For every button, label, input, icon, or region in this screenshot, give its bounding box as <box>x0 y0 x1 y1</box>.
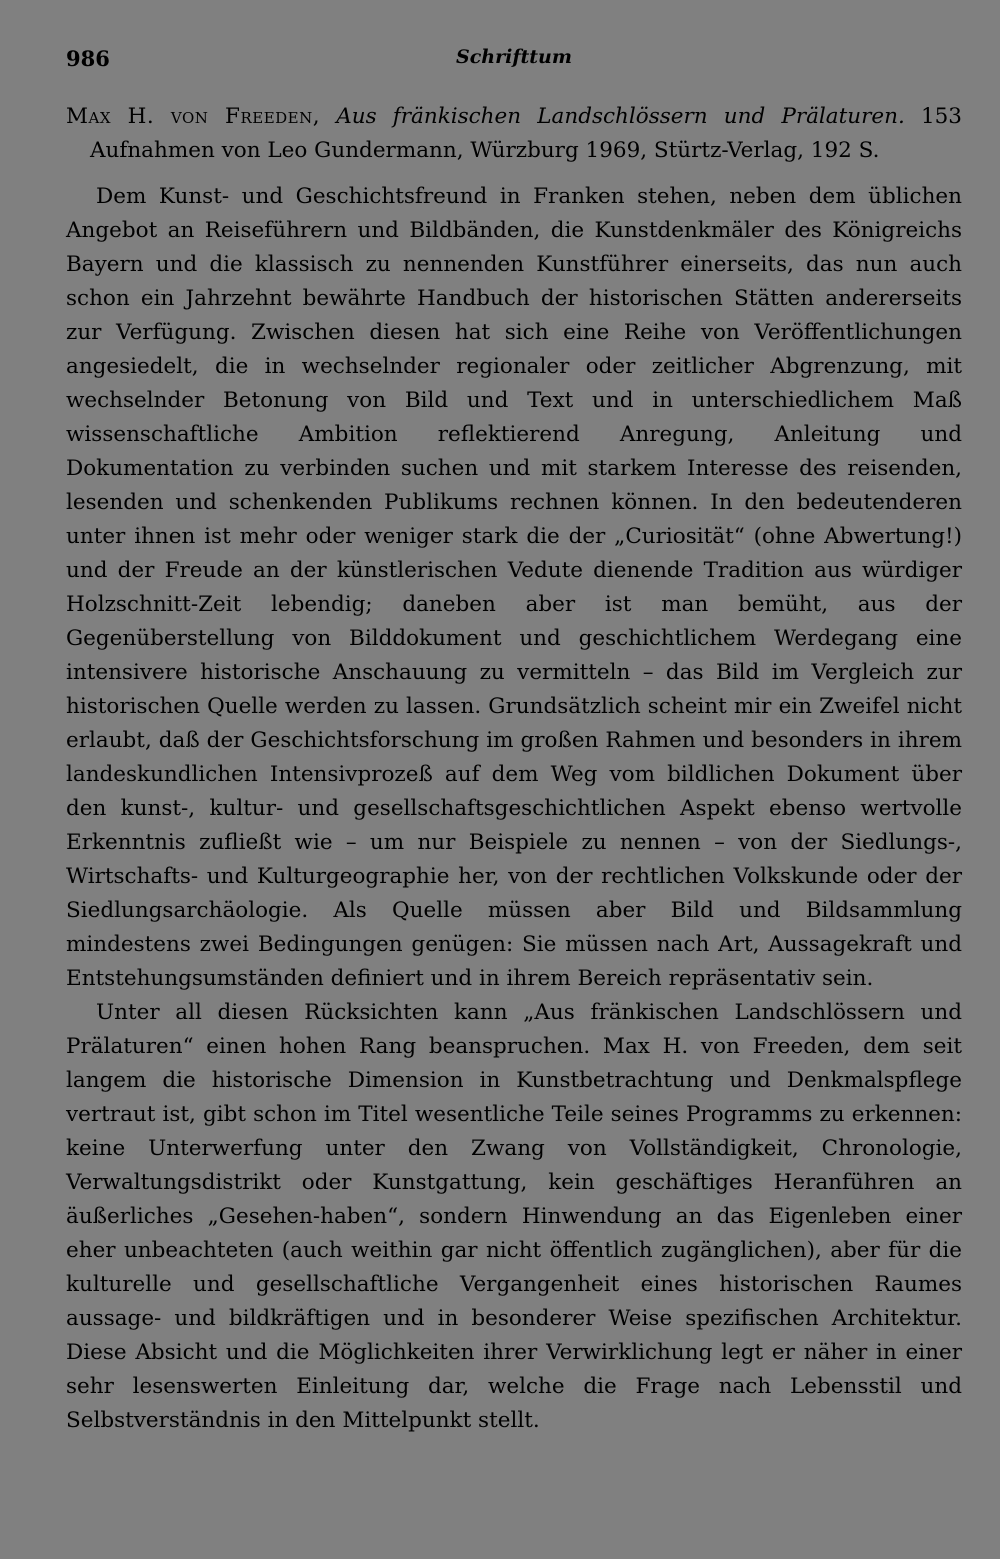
citation-title: Aus fränkischen Landschlössern und Prälaturen. <box>336 104 905 129</box>
paragraph: Dem Kunst- und Geschichtsfreund in Franken stehen, neben dem üblichen Angebot an Reiseführern und Bildbänden, die Kunstdenkmäler des Königreichs Bayern und die klassisch zu nennenden Kunstführer einerseits, das nun auch schon ein Jahrzehnt bewährte Handbuch der historischen Stätten andererseits zur Verfügung. Zwischen diesen hat sich eine Reihe von Veröffentlichungen angesiedelt, die in wechselnder regionaler oder zeitlicher Abgrenzung, mit wechselnder Betonung von Bild und Text und in unterschiedlichem Maß wissenschaftliche Ambition reflektierend Anregung, Anleitung und Dokumentation zu verbinden suchen und mit starkem Interesse des reisenden, lesenden und schenkenden Publikums rechnen können. In den bedeutenderen unter ihnen ist mehr oder weniger stark die der „Curiosität“ (ohne Abwertung!) und der Freude an der künstlerischen Vedute dienende Tradition aus würdiger Holzschnitt-Zeit lebendig; daneben aber ist man bemüht, aus der Gegenüberstellung von Bilddokument und geschichtlichem Werdegang eine intensivere historische Anschauung zu vermitteln – das Bild im Vergleich zur historischen Quelle werden zu lassen. Grundsätzlich scheint mir ein Zweifel nicht erlaubt, daß der Geschichtsforschung im großen Rahmen und besonders in ihrem landeskundlichen Intensivprozeß auf dem Weg vom bildlichen Dokument über den kunst-, kultur- und gesellschaftsgeschichtlichen Aspekt ebenso wertvolle Erkenntnis zufließt wie – um nur Beispiele zu nennen – von der Siedlungs-, Wirtschafts- und Kulturgeographie her, von der rechtlichen Volkskunde oder der Siedlungsarchäologie. Als Quelle müssen aber Bild und Bildsammlung mindestens zwei Bedingungen genügen: Sie müssen nach Art, Aussagekraft und Entstehungsumständen definiert und in ihrem Bereich repräsentativ sein. <box>66 184 962 991</box>
running-title: Schrifttum <box>456 46 572 68</box>
bibliographic-citation <box>66 100 962 168</box>
paragraph: Unter all diesen Rücksichten kann „Aus fränkischen Landschlössern und Prälaturen“ einen hohen Rang beanspruchen. Max H. von Freeden, dem seit langem die historische Dimension in Kunstbetrachtung und Denkmalspflege vertraut ist, gibt schon im Titel wesentliche Teile seines Programms zu erkennen: keine Unterwerfung unter den Zwang von Vollständigkeit, Chronologie, Verwaltungsdistrikt oder Kunstgattung, kein geschäftiges Heranführen an äußerliches „Gesehen-haben“, sondern Hinwendung an das Eigenleben einer eher unbeachteten (auch weithin gar nicht öffentlich zugänglichen), aber für die kulturelle und gesellschaftliche Vergangenheit eines historischen Raumes aussage- und bildkräftigen und in besonderer Weise spezifischen Architektur. Diese Absicht und die Möglichkeiten ihrer Verwirklichung legt er näher in einer sehr lesenswerten Einleitung dar, welche die Frage nach Lebensstil und Selbstverständnis in den Mittelpunkt stellt. <box>66 1000 962 1433</box>
page-number: 986 <box>66 46 110 71</box>
citation-author: Max H. von Freeden, <box>66 104 321 129</box>
citation-details: 153 Aufnahmen von Leo Gundermann, Würzburg 1969, Stürtz-Verlag, 192 S. <box>90 104 962 163</box>
review-body <box>66 180 962 1438</box>
running-head <box>66 46 962 86</box>
